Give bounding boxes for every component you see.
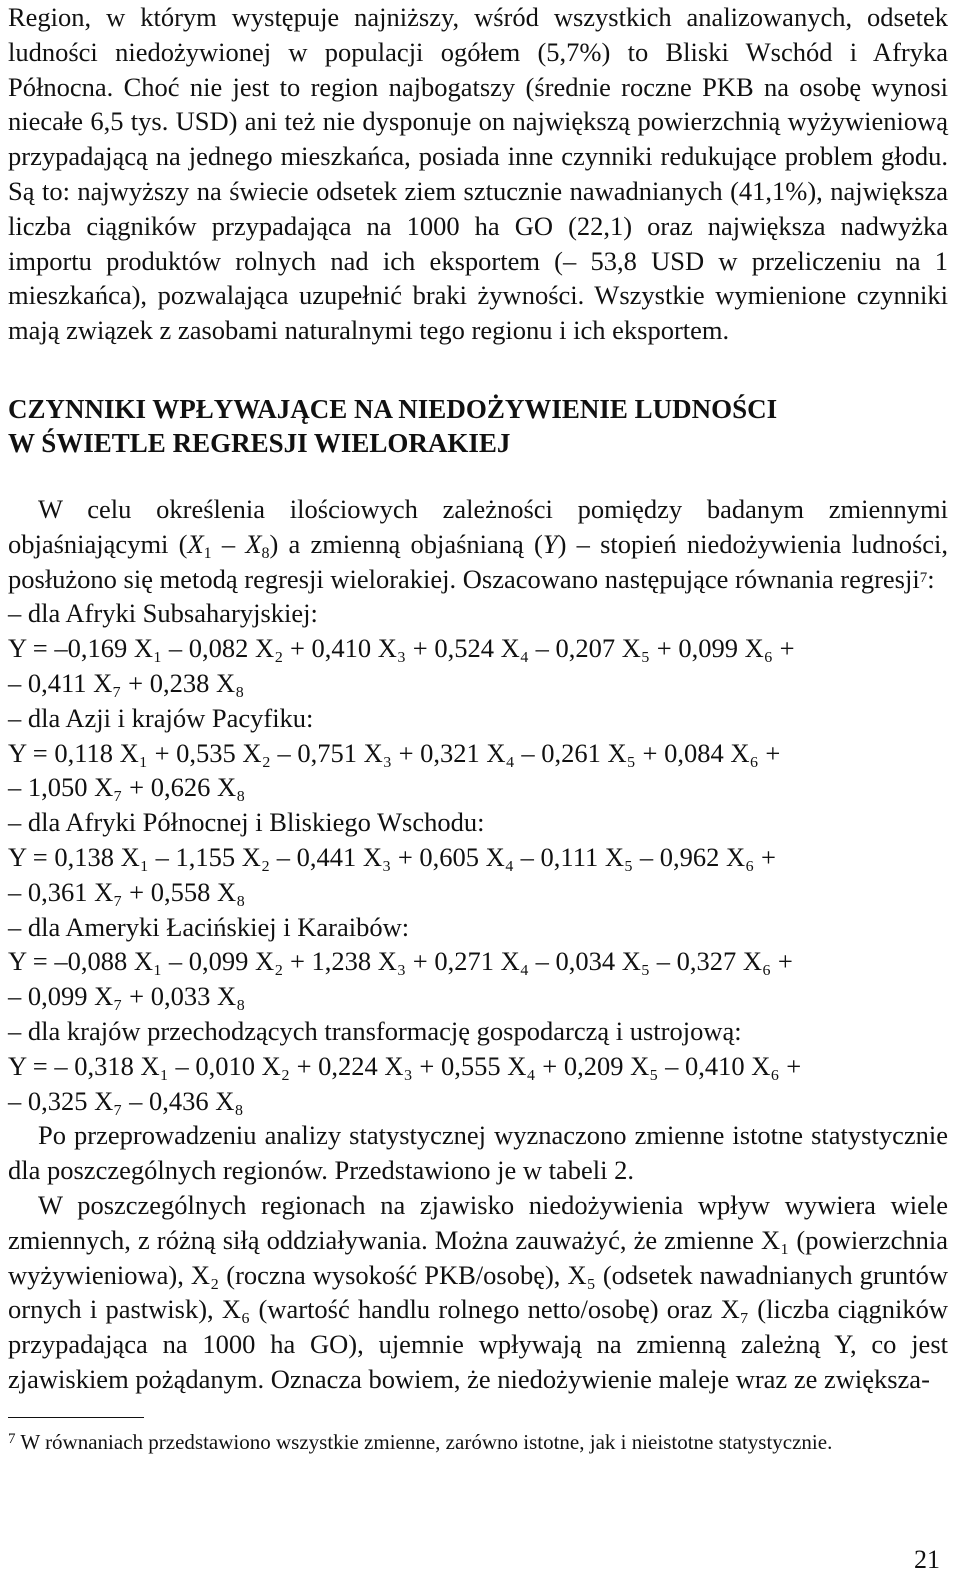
regression-group [8, 1014, 948, 1118]
var-x1: X [187, 528, 204, 559]
method-text-4: : [927, 563, 935, 594]
regression-equation-line-1: Y = –0,169 X₁ – 0,082 X₂ + 0,410 X₃ + 0,524 X₄ – 0,207 X₅ + 0,099 X₆ + [8, 633, 795, 664]
footnote-text: W równaniach przedstawiono wszystkie zmienne, zarówno istotne, jak i nieistotne statystycznie. [20, 1429, 833, 1454]
analysis-paragraph: W poszczególnych regionach na zjawisko niedożywienia wpływ wywiera wiele zmiennych, z różną siłą oddziaływania. Można zauważyć, że zmienne X₁ (powierzchnia wyżywieniowa), X₂ (roczna wysokość PKB/osobę), X₅ (odsetek nawadnianych gruntów ornych i pastwisk), X₆ (wartość handlu rolnego netto/osobę) oraz X₇ (liczba ciągników przypadająca na 1000 ha GO), ujemnie wpływają na zmienną zależną Y, co jest zjawiskiem pożądanym. Oznacza bowiem, że niedożywienie maleje wraz ze zwiększa- [8, 1189, 948, 1394]
section-heading [8, 392, 948, 460]
var-x8: X [245, 528, 262, 559]
regression-equation-line-1: Y = – 0,318 X₁ – 0,010 X₂ + 0,224 X₃ + 0,555 X₄ + 0,209 X₅ – 0,410 X₆ + [8, 1050, 802, 1081]
var-y: Y [542, 528, 558, 559]
var-x8-subscript: 8 [261, 544, 270, 562]
section-heading-line-2: W ŚWIETLE REGRESJI WIELORAKIEJ [8, 427, 511, 458]
regression-label: – dla Ameryki Łacińskiej i Karaibów: [8, 911, 410, 942]
page-number: 21 [914, 1545, 940, 1574]
regression-equation-line-2: – 0,411 X₇ + 0,238 X₈ [8, 667, 245, 698]
after-equations-paragraph: Po przeprowadzeniu analizy statystycznej wyznaczono zmienne istotne statystycznie dla poszczególnych regionów. Przedstawiono je w tabeli 2. [8, 1120, 948, 1186]
footnote-reference: 7 [919, 569, 928, 586]
footnote-number: 7 [8, 1430, 16, 1447]
regression-equation-line-1: Y = 0,118 X₁ + 0,535 X₂ – 0,751 X₃ + 0,321 X₄ – 0,261 X₅ + 0,084 X₆ + [8, 737, 781, 768]
intro-paragraph: Region, w którym występuje najniższy, wśród wszystkich analizowanych, odsetek ludności niedożywionej w populacji ogółem (5,7%) to Bliski Wschód i Afryka Północna. Choć nie jest to region najbogatszy (średnie roczne PKB na osobę wynosi niecałe 6,5 tys. USD) ani też nie dysponuje on największą powierzchnią wyżywieniową przypadającą na jednego mieszkańca, posiada inne czynniki redukujące problem głodu. Są to: najwyższy na świecie odsetek ziem sztucznie nawadnianych (41,1%), największa liczba ciągników przypadająca na 1000 ha GO (22,1) oraz największa nadwyżka importu produktów rolnych nad ich eksportem (– 53,8 USD w przeliczeniu na 1 mieszkańca), pozwalająca uzupełnić braki żywności. Wszystkie wymienione czynniki mają związek z zasobami naturalnymi tego regionu i ich eksportem. [8, 2, 948, 346]
method-text-1: W celu określenia ilościowych zależności pomiędzy badanym zmiennymi objaśniającymi ( [8, 493, 948, 559]
footnote [8, 1428, 948, 1456]
regression-equations [8, 596, 948, 1118]
regression-equation-line-2: – 0,361 X₇ + 0,558 X₈ [8, 876, 246, 907]
method-paragraph: W celu określenia ilościowych zależności pomiędzy badanym zmiennymi objaśniającymi $(X_1 - X_8)$ a zmienną objaśnianą (Y) – stopień niedożywienia ludności, posłużono się metodą regresji wielorakiej. Oszacowano następujące równania regresji$^7$: [8, 493, 949, 594]
regression-equation-line-2: – 1,050 X₇ + 0,626 X₈ [8, 772, 246, 803]
regression-equation-line-2: – 0,099 X₇ + 0,033 X₈ [8, 981, 246, 1012]
page-body [8, 0, 948, 1456]
footnote-divider [8, 1417, 144, 1418]
regression-group [8, 701, 948, 805]
var-x1-subscript: 1 [203, 544, 212, 562]
regression-label: – dla krajów przechodzących transformację gospodarczą i ustrojową: [8, 1015, 742, 1046]
regression-equation-line-1: Y = –0,088 X₁ – 0,099 X₂ + 1,238 X₃ + 0,271 X₄ – 0,034 X₅ – 0,327 X₆ + [8, 946, 793, 977]
regression-label: – dla Afryki Północnej i Bliskiego Wschodu: [8, 807, 485, 838]
regression-label: – dla Afryki Subsaharyjskiej: [8, 598, 318, 629]
method-text-3: ) – stopień niedożywienia ludności, posłużono się metodą regresji wielorakiej. Oszacowano następujące równania regresji [8, 528, 949, 594]
regression-group [8, 596, 948, 700]
regression-label: – dla Azji i krajów Pacyfiku: [8, 702, 314, 733]
regression-equation-line-1: Y = 0,138 X₁ – 1,155 X₂ – 0,441 X₃ + 0,605 X₄ – 0,111 X₅ – 0,962 X₆ + [8, 841, 776, 872]
regression-group [8, 910, 948, 1014]
method-text-2: ) a zmienną objaśnianą ( [269, 528, 543, 559]
regression-group [8, 805, 948, 909]
section-heading-line-1: CZYNNIKI WPŁYWAJĄCE NA NIEDOŻYWIENIE LUDNOŚCI [8, 393, 778, 424]
regression-equation-line-2: – 0,325 X₇ – 0,436 X₈ [8, 1085, 244, 1116]
